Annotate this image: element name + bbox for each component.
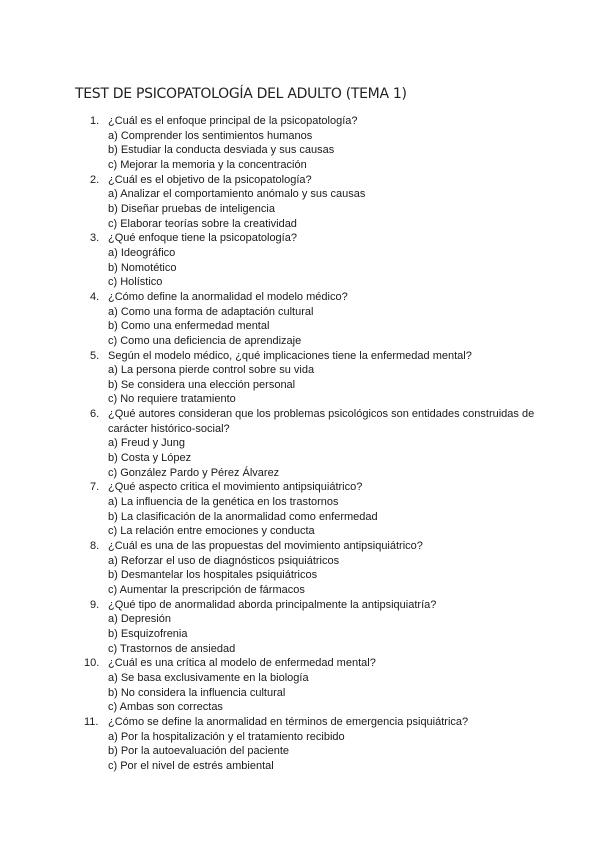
question-line (0, 290, 600, 305)
answer-option: a) Depresión (108, 613, 171, 626)
answer-option: a) Se basa exclusivamente en la biología (108, 671, 309, 684)
question-text: ¿Cuál es una crítica al modelo de enfermedad mental? (108, 657, 376, 670)
answer-option: c) Trastornos de ansiedad (108, 642, 236, 655)
answer-option: b) Desmantelar los hospitales psiquiátricos (108, 569, 318, 582)
question-text: ¿Cuál es el objetivo de la psicopatología? (108, 173, 312, 186)
answer-option: b) La clasificación de la anormalidad como enfermedad (108, 510, 378, 523)
answer-option: b) Nomotético (108, 261, 177, 274)
question-line (0, 407, 600, 436)
answer-option: b) Se considera una elección personal (108, 378, 296, 391)
question-text: ¿Qué enfoque tiene la psicopatología? (108, 232, 297, 245)
question-line (0, 114, 600, 129)
question-item (0, 539, 600, 598)
answer-option: c) Aumentar la prescripción de fármacos (108, 584, 305, 596)
answer-option: c) No requiere tratamiento (108, 393, 236, 406)
answer-option: a) Reforzar el uso de diagnósticos psiquiátricos (108, 554, 340, 567)
question-line (0, 715, 600, 730)
answer-option: a) Analizar el comportamiento anómalo y sus causas (108, 188, 366, 201)
question-number: 6. (90, 408, 100, 421)
question-text: ¿Cómo define la anormalidad el modelo médico? (108, 290, 348, 303)
answer-option: c) La relación entre emociones y conducta (108, 525, 315, 538)
question-item (0, 114, 600, 173)
answer-option: b) Diseñar pruebas de inteligencia (108, 202, 275, 215)
answer-option: c) Elaborar teorías sobre la creatividad (108, 217, 297, 230)
answer-option: a) Ideográfico (108, 246, 176, 259)
question-number: 8. (90, 540, 100, 553)
question-text: ¿Cuál es una de las propuestas del movimiento antipsiquiátrico? (108, 540, 423, 553)
question-item (0, 290, 600, 349)
question-line (0, 656, 600, 671)
question-text: Según el modelo médico, ¿qué implicaciones tiene la enfermedad mental? (108, 349, 472, 362)
answer-option: b) Como una enfermedad mental (108, 320, 270, 333)
question-list (0, 114, 600, 774)
question-line (0, 539, 600, 554)
answer-option: c) Ambas son correctas (108, 701, 223, 714)
question-item (0, 407, 600, 480)
question-text: ¿Cuál es el enfoque principal de la psicopatología? (108, 115, 358, 127)
answer-option: a) Por la hospitalización y el tratamiento recibido (108, 730, 345, 743)
question-line (0, 231, 600, 246)
question-item (0, 598, 600, 657)
question-number: 4. (90, 290, 100, 303)
question-item (0, 656, 600, 715)
answer-option: a) La persona pierde control sobre su vida (108, 364, 315, 377)
question-line (0, 349, 600, 364)
answer-option: a) Freud y Jung (108, 437, 186, 450)
question-number: 1. (90, 115, 100, 127)
answer-option: b) Por la autoevaluación del paciente (108, 745, 290, 758)
question-text: ¿Qué autores consideran que los problemas psicológicos son entidades construidas de carácter histórico-social? (108, 408, 535, 435)
answer-option: a) Comprender los sentimientos humanos (108, 129, 313, 142)
question-line (0, 480, 600, 495)
question-text: ¿Qué aspecto critica el movimiento antipsiquiátrico? (108, 481, 363, 494)
answer-option: c) Mejorar la memoria y la concentración (108, 158, 307, 171)
answer-option: a) Como una forma de adaptación cultural (108, 305, 314, 318)
answer-option: b) Esquizofrenia (108, 627, 188, 640)
question-line (0, 173, 600, 188)
question-number: 10. (84, 657, 100, 670)
question-line (0, 598, 600, 613)
question-item (0, 480, 600, 539)
answer-option: b) No considera la influencia cultural (108, 686, 286, 699)
answer-option: c) González Pardo y Pérez Álvarez (108, 466, 280, 479)
question-item (0, 715, 600, 774)
answer-option: c) Holístico (108, 276, 163, 289)
question-item (0, 173, 600, 232)
answer-option: b) Costa y López (108, 452, 192, 465)
question-number: 11. (84, 715, 99, 728)
question-item (0, 231, 600, 290)
answer-option: b) Estudiar la conducta desviada y sus causas (108, 144, 335, 157)
question-text: ¿Qué tipo de anormalidad aborda principalmente la antipsiquiatría? (108, 598, 437, 611)
question-number: 2. (90, 173, 100, 186)
question-text: ¿Cómo se define la anormalidad en términos de emergencia psiquiátrica? (108, 715, 469, 728)
answer-option: c) Como una deficiencia de aprendizaje (108, 334, 302, 347)
question-number: 7. (90, 481, 100, 494)
question-number: 9. (90, 598, 100, 611)
question-number: 5. (90, 349, 100, 362)
question-item (0, 349, 600, 408)
answer-option: a) La influencia de la genética en los trastornos (108, 496, 339, 509)
document-title: TEST DE PSICOPATOLOGÍA DEL ADULTO (TEMA 1) (75, 86, 407, 102)
answer-option: c) Por el nivel de estrés ambiental (108, 759, 274, 772)
question-number: 3. (90, 232, 100, 245)
